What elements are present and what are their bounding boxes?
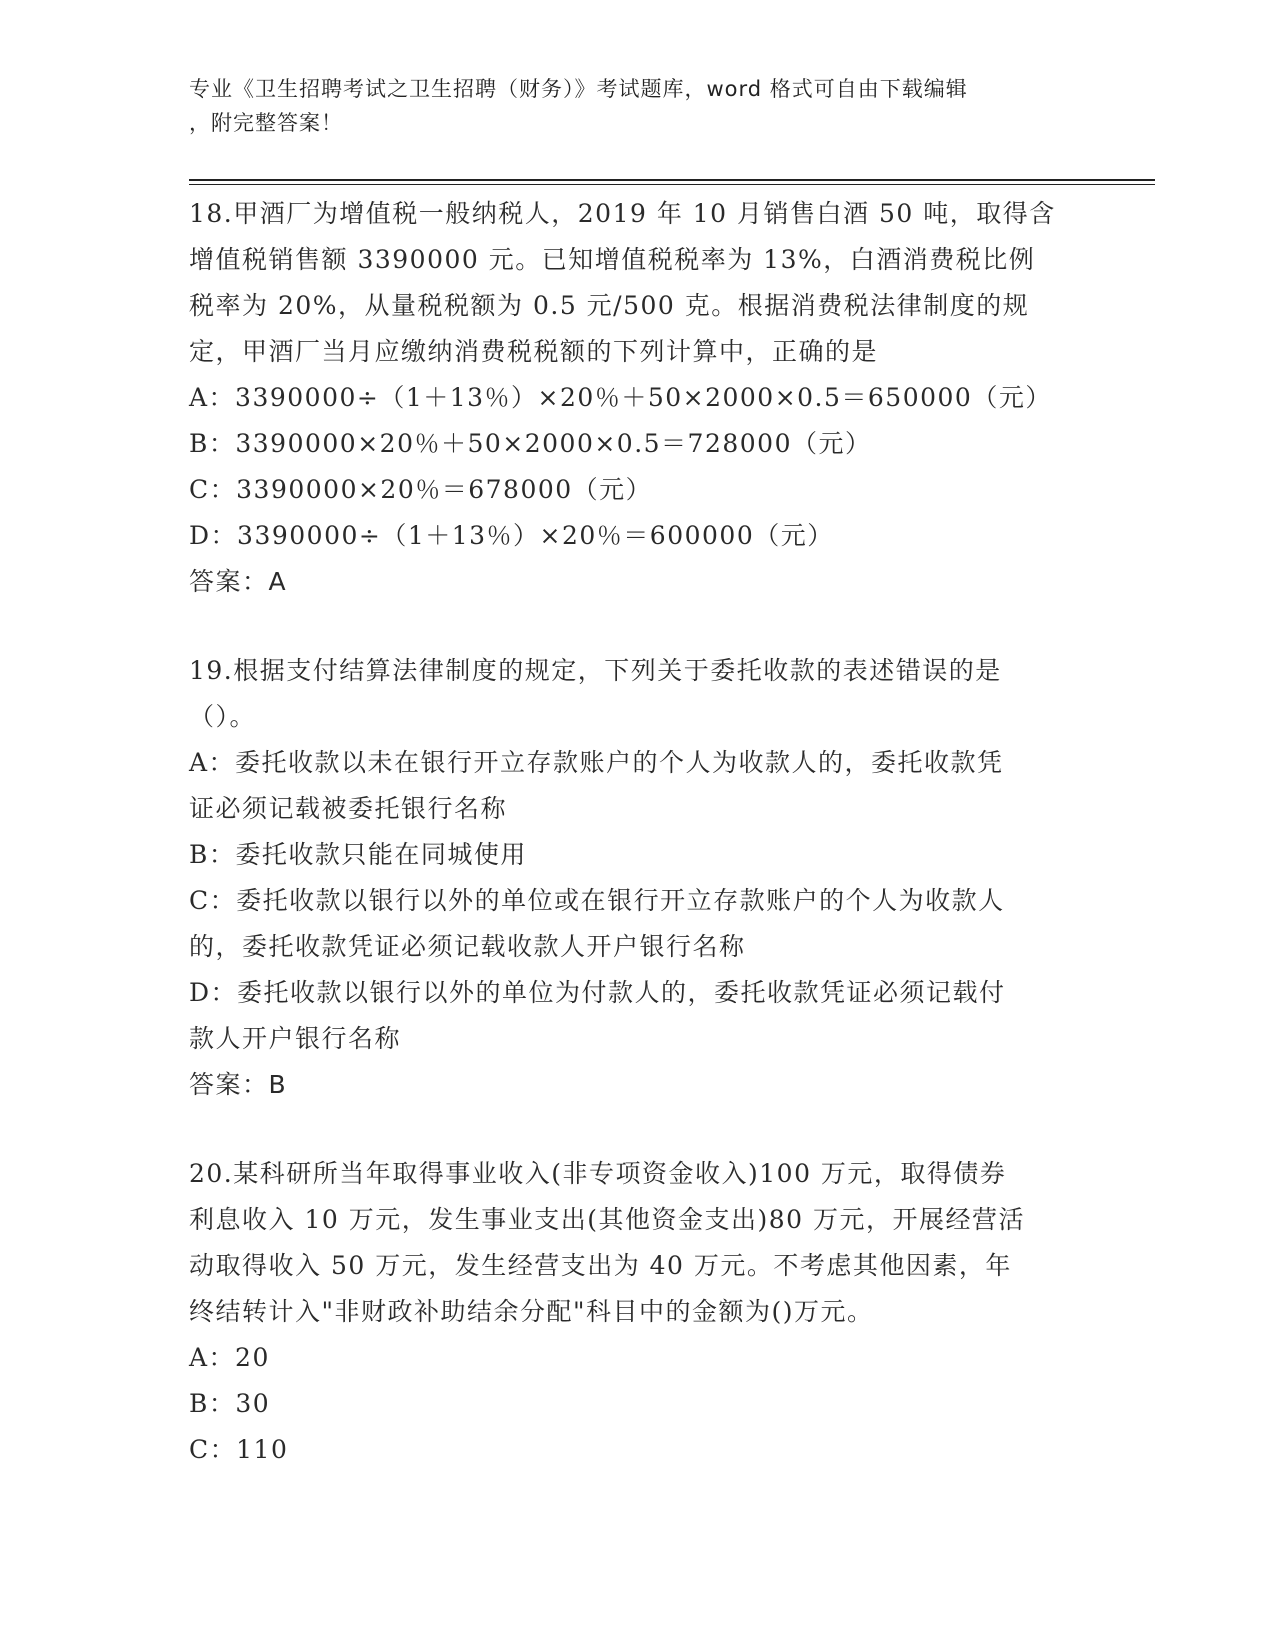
question-text: 利息收入 10 万元，发生事业支出(其他资金支出)80 万元，开展经营活 [189,1205,1025,1234]
question-text: 动取得收入 50 万元，发生经营支出为 40 万元。不考虑其他因素，年 [189,1251,1012,1280]
option-c: C：3390000×20％＝678000（元） [189,475,653,504]
option-b: B：3390000×20％＋50×2000×0.5＝728000（元） [189,429,872,458]
option-d: D：3390000÷（1＋13％）×20％＝600000（元） [189,521,834,550]
question-text: 20.某科研所当年取得事业收入(非专项资金收入)100 万元，取得债券 [189,1159,1007,1188]
option-c-cont: 的，委托收款凭证必须记载收款人开户银行名称 [189,932,746,961]
question-18 [189,191,1089,605]
option-b: B：委托收款只能在同城使用 [189,840,527,869]
question-text: 增值税销售额 3390000 元。已知增值税税率为 13%，白酒消费税比例 [189,245,1036,274]
question-text: 税率为 20%，从量税税额为 0.5 元/500 克。根据消费税法律制度的规 [189,291,1030,320]
document-header [189,72,1069,140]
answer: 答案：A [189,567,288,596]
question-text: 19.根据支付结算法律制度的规定，下列关于委托收款的表述错误的是 [189,656,1002,685]
answer: 答案：B [189,1070,288,1099]
question-20 [189,1151,1089,1473]
option-a: A：20 [189,1343,270,1372]
question-19 [189,648,1089,1108]
option-a: A：委托收款以未在银行开立存款账户的个人为收款人的，委托收款凭 [189,748,1004,777]
option-d: D：委托收款以银行以外的单位为付款人的，委托收款凭证必须记载付 [189,978,1006,1007]
option-a: A：3390000÷（1＋13％）×20％＋50×2000×0.5＝650000（元） [189,383,1052,412]
option-a-cont: 证必须记载被委托银行名称 [189,794,508,823]
question-text: （）。 [189,702,257,731]
option-d-cont: 款人开户银行名称 [189,1024,402,1053]
option-c: C：委托收款以银行以外的单位或在银行开立存款账户的个人为收款人 [189,886,1005,915]
header-divider [189,184,1155,185]
question-text: 定，甲酒厂当月应缴纳消费税税额的下列计算中，正确的是 [189,337,879,366]
question-text: 18.甲酒厂为增值税一般纳税人，2019 年 10 月销售白酒 50 吨，取得含 [189,199,1056,228]
question-text: 终结转计入"非财政补助结余分配"科目中的金额为()万元。 [189,1297,874,1326]
header-line: ，附完整答案！ [189,111,343,135]
option-c: C：110 [189,1435,289,1464]
header-line: 专业《卫生招聘考试之卫生招聘（财务）》考试题库，word 格式可自由下载编辑 [189,77,968,101]
option-b: B：30 [189,1389,271,1418]
header-divider [189,179,1155,181]
